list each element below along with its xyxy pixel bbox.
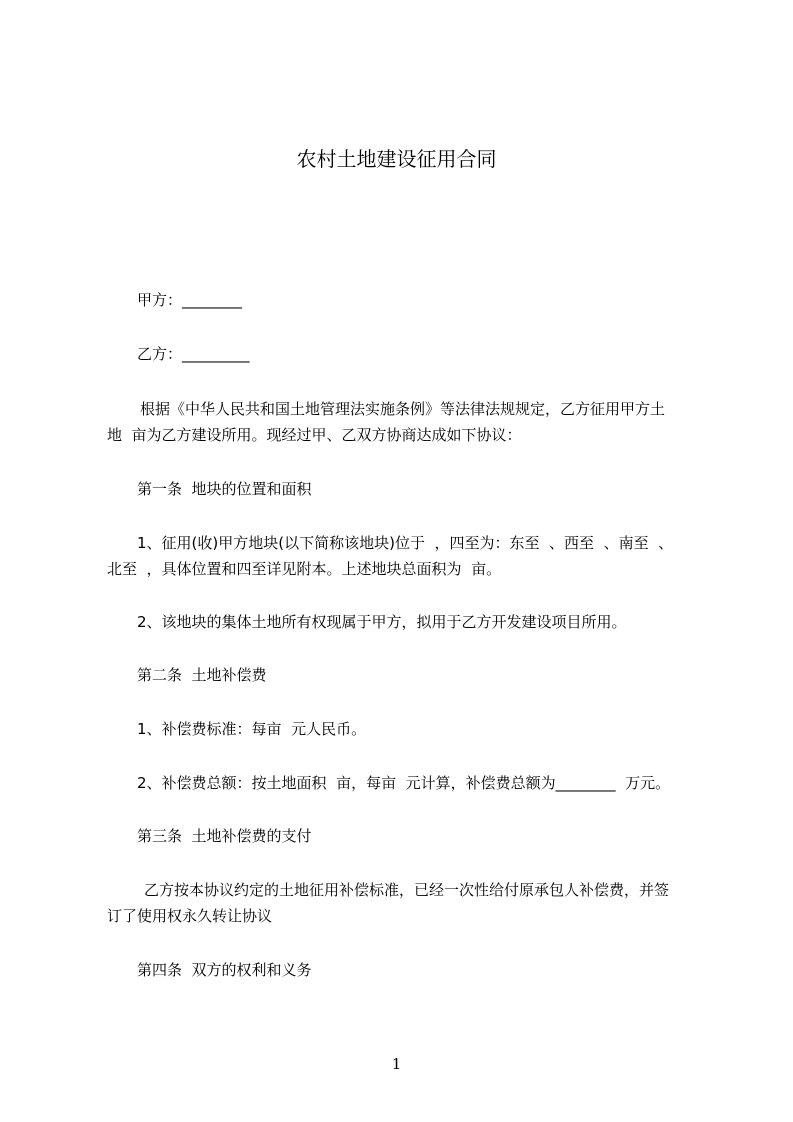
- article-3-line-1: 乙方按本协议约定的土地征用补偿标准，已经一次性给付原承包人补偿费，并签: [144, 881, 670, 899]
- party-a-line: 甲方：________: [137, 291, 243, 309]
- party-b-line: 乙方：_________: [137, 345, 250, 363]
- document-title: 农村土地建设征用合同: [296, 147, 497, 171]
- intro-paragraph-line-2: 地 亩为乙方建设所用。现经过甲、乙双方协商达成如下协议：: [107, 426, 522, 444]
- article-2-heading: 第二条 土地补偿费: [137, 666, 267, 684]
- article-2-item-2: 2、补偿费总额：按土地面积 亩，每亩 元计算，补偿费总额为________ 万元。: [137, 774, 671, 792]
- article-2-item-1: 1、补偿费标准：每亩 元人民币。: [137, 720, 367, 738]
- page-number: 1: [391, 1055, 402, 1073]
- article-4-heading: 第四条 双方的权利和义务: [137, 961, 312, 979]
- intro-paragraph-line-1: 根据《中华人民共和国土地管理法实施条例》等法律法规规定，乙方征用甲方土: [140, 400, 666, 418]
- article-1-item-1-line-2: 北至 ，具体位置和四至详见附本。上述地块总面积为 亩。: [107, 560, 502, 578]
- article-1-item-2: 2、该地块的集体土地所有权现属于甲方，拟用于乙方开发建设项目所用。: [137, 613, 627, 631]
- article-3-heading: 第三条 土地补偿费的支付: [137, 827, 312, 845]
- article-1-item-1-line-1: 1、征用(收)甲方地块(以下简称该地块)位于 ，四至为：东至 、西至 、南至 、: [137, 534, 674, 552]
- article-1-heading: 第一条 地块的位置和面积: [137, 480, 312, 498]
- article-3-line-2: 订了使用权永久转让协议: [107, 907, 273, 925]
